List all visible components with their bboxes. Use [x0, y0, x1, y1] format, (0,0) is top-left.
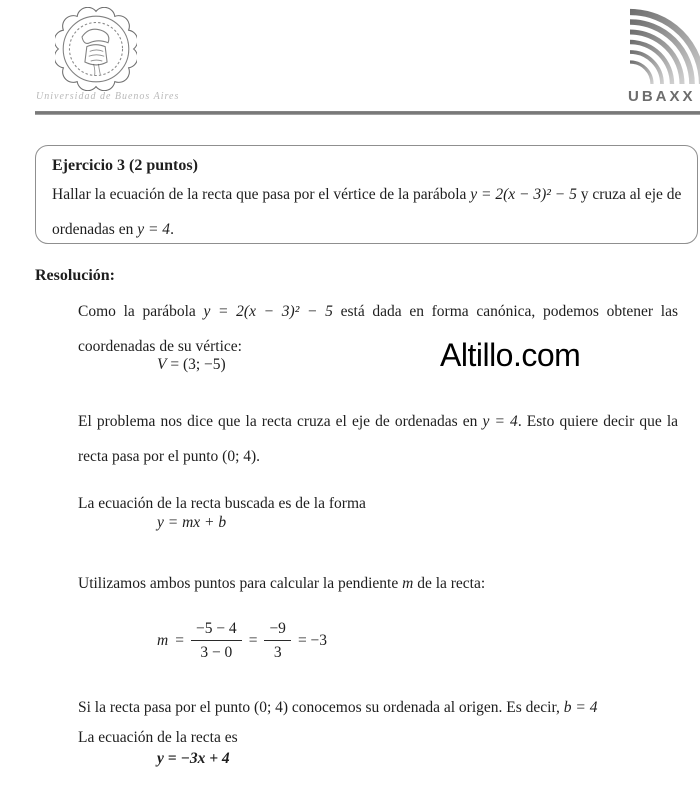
vertex-formula	[157, 356, 226, 374]
equals-sign-2: =	[248, 631, 258, 649]
p4-math: m	[402, 575, 414, 592]
ubaxx-arcs-icon	[630, 6, 700, 84]
header-divider	[35, 111, 700, 115]
p2-text: El problema nos dice que la recta cruza el eje de ordenadas en	[78, 413, 483, 430]
university-seal-icon	[55, 7, 137, 91]
equals-sign: =	[175, 631, 184, 649]
line-form-formula: y = mx + b	[157, 514, 227, 531]
p1-math: y = 2(x − 3)² − 5	[203, 303, 333, 320]
slope-result: = −3	[297, 631, 328, 649]
exercise-title: Ejercicio 3 (2 puntos)	[52, 157, 198, 174]
solution-paragraph-slope	[78, 566, 678, 601]
fraction-1-numerator: −5 − 4	[191, 618, 242, 641]
vertex-var: V	[157, 356, 167, 373]
p5-math: b = 4	[563, 699, 598, 716]
final-line-equation: y = −3x + 4	[157, 750, 230, 767]
fraction-2-numerator: −9	[264, 618, 291, 641]
fraction-2-denominator: 3	[273, 644, 282, 661]
p1-text-end: está dada en forma canónica, podemos obtener las coordenadas de su vértice:	[78, 303, 678, 355]
seal-caption: Universidad de Buenos Aires	[36, 91, 180, 102]
statement-text-mid: y cruza al eje de ordenadas en	[52, 186, 682, 238]
slope-calculation-formula	[157, 618, 327, 663]
exercise-statement	[52, 177, 700, 247]
fraction-2	[264, 618, 291, 663]
solution-paragraph-intercept	[78, 404, 678, 474]
statement-text-end: .	[170, 221, 174, 238]
altillo-watermark: Altillo.com	[440, 337, 581, 373]
slope-var: m	[157, 631, 169, 649]
vertex-value: = (3; −5)	[166, 356, 226, 373]
fraction-1	[191, 618, 242, 663]
solution-heading: Resolución:	[35, 267, 115, 284]
ubaxx-logo	[628, 6, 700, 106]
p2-text-end: . Esto quiere decir que la recta pasa por el punto (0; 4).	[78, 413, 679, 465]
p2-math: y = 4	[482, 413, 518, 430]
fraction-1-denominator: 3 − 0	[200, 644, 233, 661]
ubaxx-logo-text: UBAXX	[628, 88, 696, 105]
p4-text: Utilizamos ambos puntos para calcular la pendiente	[78, 575, 403, 592]
statement-math-y4: y = 4	[137, 221, 171, 238]
exercise-box	[35, 145, 698, 244]
statement-math-parabola: y = 2(x − 3)² − 5	[470, 186, 577, 203]
p1-text: Como la parábola	[78, 303, 204, 320]
p5-text: Si la recta pasa por el punto (0; 4) conocemos su ordenada al origen. Es decir,	[78, 699, 564, 716]
statement-text: Hallar la ecuación de la recta que pasa por el vértice de la parábola	[52, 186, 471, 203]
solution-paragraph-final: La ecuación de la recta es	[78, 729, 238, 746]
solution-paragraph-line-form: La ecuación de la recta buscada es de la forma	[78, 495, 366, 512]
p4-text-end: de la recta:	[413, 575, 486, 592]
solution-paragraph-vertex	[78, 294, 678, 364]
